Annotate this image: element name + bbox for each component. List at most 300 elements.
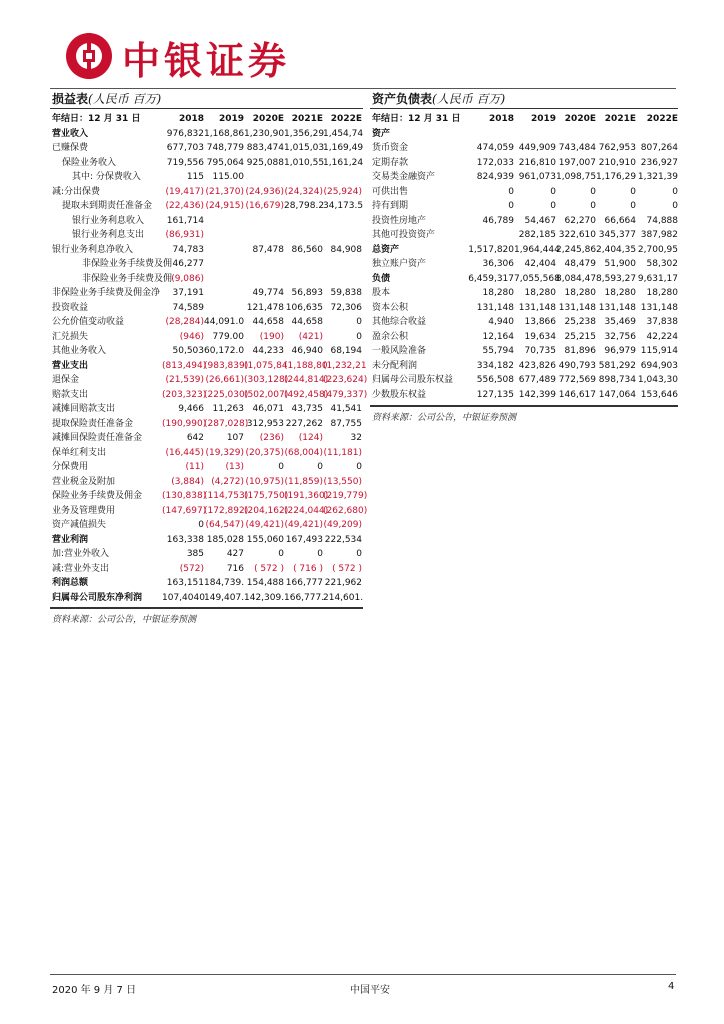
cell-value: 2,700,95 (637, 244, 678, 255)
cell-value: 0 (356, 331, 362, 342)
row-label: 其他可投资资产 (372, 230, 436, 240)
balance-sheet-table (372, 112, 678, 402)
cell-value: 0 (590, 201, 596, 211)
cell-value: (236) (259, 433, 284, 443)
row-label: 归属母公司股东净利润 (52, 592, 143, 603)
cell-value: 222,534 (324, 534, 362, 545)
cell-value: 1,321,39 (637, 172, 678, 182)
cell-value (204, 272, 244, 287)
row-label: 其他业务收入 (52, 346, 107, 356)
cell-value: 107 (226, 433, 244, 443)
row-label: 投资收益 (52, 302, 89, 313)
bank-of-china-logo-icon (66, 33, 112, 79)
cell-value: 322,610 (558, 230, 596, 240)
cell-value: 58,302 (646, 259, 678, 269)
cell-value: (421) (298, 331, 323, 342)
table-row (52, 257, 362, 272)
cell-value: 221,962 (324, 578, 362, 588)
table-row (52, 547, 362, 562)
cell-value: 131,148 (518, 302, 556, 313)
cell-value (323, 257, 362, 272)
table-row (52, 388, 362, 403)
table-row (52, 417, 362, 432)
row-label: 资本公积 (372, 302, 409, 313)
cell-value (284, 170, 323, 185)
table-row (372, 315, 678, 330)
cell-value: 54,467 (524, 215, 556, 226)
row-label: 退保金 (52, 375, 80, 385)
cell-value: (13) (225, 462, 244, 472)
cell-value: 185,028 (206, 534, 244, 545)
row-label: 减摊回保险责任准备金 (52, 433, 143, 443)
cell-value: 121,478 (246, 302, 284, 313)
cell-value: 227,262 (285, 418, 323, 429)
row-label: 持有到期 (372, 201, 409, 211)
row-label: 减:营业外支出 (52, 563, 110, 574)
cell-value: 44,233 (252, 346, 284, 356)
cell-value: 172,033 (476, 157, 514, 168)
balance-title-rule (370, 108, 678, 109)
cell-value: 166,777 (285, 578, 323, 588)
cell-value: 385 (186, 549, 204, 559)
row-label: 负债 (372, 273, 391, 284)
row-label: 营业收入 (52, 128, 89, 139)
cell-value: (64,547) (205, 520, 244, 530)
table-row (52, 228, 362, 243)
income-source-note: 资料来源：公司公告，中银证券预测 (52, 615, 197, 625)
cell-value: 167,493 (285, 534, 323, 545)
cell-value: (114,753) (204, 491, 249, 501)
cell-value: 44,658 (291, 317, 323, 327)
cell-value: 36,306 (482, 259, 514, 269)
cell-value: 925,088 (246, 157, 284, 168)
cell-value: (572) (179, 563, 204, 574)
cell-value: (21,539) (165, 375, 204, 385)
row-label: 营业支出 (52, 360, 89, 371)
cell-value: (11) (185, 462, 204, 472)
cell-value: (219,779) (323, 491, 368, 501)
cell-value: (21,370) (205, 186, 244, 197)
cell-value: 46,277 (172, 259, 204, 269)
column-header-year: 2022E (646, 114, 678, 124)
cell-value: ( 716 ) (293, 563, 323, 574)
cell-value: 96,979 (604, 346, 636, 356)
cell-value: 976,832 (166, 128, 204, 139)
cell-value: 743,484 (558, 143, 596, 153)
cell-value: 1,176,29 (596, 172, 637, 182)
income-table-title: 损益表(人民币 百万) (52, 92, 162, 106)
table-row (372, 141, 678, 156)
row-label: 盈余公积 (372, 331, 409, 342)
cell-value: (3,884) (171, 476, 204, 487)
cell-value: 474,059 (476, 143, 514, 153)
cell-value: 748,779 (206, 143, 244, 153)
row-label: 非保险业务手续费及佣 (82, 259, 173, 269)
cell-value: 131,148 (476, 302, 514, 313)
cell-value: 0 (198, 520, 204, 530)
cell-value: (175,750) (244, 491, 289, 501)
cell-value: 898,734 (598, 375, 636, 385)
cell-value: 50,503 (172, 346, 204, 356)
cell-value: 0 (630, 186, 636, 197)
cell-value: (86,931) (165, 230, 204, 240)
cell-value: 59,838 (330, 288, 362, 298)
cell-value: (1,075,84 (244, 360, 288, 371)
cell-value: 0 (278, 549, 284, 559)
cell-value: 716 (226, 563, 244, 574)
cell-value (244, 272, 284, 287)
table-row (52, 446, 362, 461)
row-label: 提取未到期责任准备金 (62, 201, 153, 211)
cell-value: (4,272) (211, 476, 244, 487)
cell-value (204, 257, 244, 272)
cell-value: (9,086) (171, 273, 204, 284)
cell-value: 9,466 (178, 404, 204, 414)
cell-value: 18,280 (646, 288, 678, 298)
cell-value: 556,508 (476, 375, 514, 385)
cell-value: 81,896 (564, 346, 596, 356)
cell-value: 163,151 (166, 578, 204, 588)
row-label: 非保险业务手续费及佣金净 (52, 288, 161, 298)
cell-value: 581,292 (598, 360, 636, 371)
row-label: 提取保险责任准备金 (52, 418, 134, 429)
table-row (52, 460, 362, 475)
cell-value: (244,814) (284, 375, 329, 385)
cell-value (323, 170, 362, 185)
table-row (372, 199, 678, 214)
row-label: 非保险业务手续费及佣 (82, 273, 173, 284)
cell-value: (24,324) (284, 186, 323, 197)
cell-value: 131,148 (598, 302, 636, 313)
cell-value: 0 (590, 186, 596, 197)
table-row (372, 257, 678, 272)
table-row (52, 533, 362, 548)
cell-value (244, 257, 284, 272)
cell-value: 48,479 (564, 259, 596, 269)
column-header-year: 2019 (218, 114, 244, 124)
table-row (52, 301, 362, 316)
table-row (372, 286, 678, 301)
cell-value (514, 127, 556, 142)
balance-source-note: 资料来源：公司公告，中银证券预测 (372, 413, 517, 423)
cell-value: (191,360) (284, 491, 329, 501)
cell-value: (1,232,21 (323, 360, 367, 371)
cell-value: 46,071 (252, 404, 284, 414)
table-row (372, 344, 678, 359)
cell-value: 449,909 (518, 143, 556, 153)
cell-value: 25,238 (564, 317, 596, 327)
cell-value (284, 272, 323, 287)
cell-value: 107,4040 (162, 592, 205, 603)
cell-value: ( 572 ) (254, 563, 284, 574)
row-label: 总资产 (372, 244, 400, 255)
cell-value: (190) (259, 331, 284, 342)
table-header-row (372, 112, 678, 127)
cell-value: 166,777. (284, 592, 325, 603)
table-row (372, 185, 678, 200)
cell-value: (22,436) (165, 201, 204, 211)
row-label: 独立账户资产 (372, 259, 427, 269)
cell-value: (49,421) (245, 520, 284, 530)
cell-value: 18,280 (604, 288, 636, 298)
cell-value: (262,680) (323, 505, 368, 516)
cell-value: 312,953 (246, 418, 284, 429)
cell-value: 1,517,820 (468, 244, 514, 255)
cell-value: 197,007 (558, 157, 596, 168)
cell-value: 84,908 (330, 244, 362, 255)
cell-value: 423,826 (518, 360, 556, 371)
cell-value: 70,735 (524, 346, 556, 356)
table-row (52, 199, 362, 214)
cell-value (244, 228, 284, 243)
cell-value: 1,356,29 (284, 128, 325, 139)
cell-value: 142,309. (244, 592, 285, 603)
cell-value: 0 (672, 186, 678, 197)
row-label: 资产减值损失 (52, 520, 107, 530)
cell-value: 51,900 (604, 259, 636, 269)
cell-value: 46,789 (482, 215, 514, 226)
row-label: 保险业务收入 (62, 157, 117, 168)
cell-value: 1,043,30 (637, 375, 678, 385)
table-row (372, 170, 678, 185)
row-label: 加:营业外收入 (52, 549, 110, 559)
row-label: 少数股东权益 (372, 389, 427, 400)
cell-value (323, 214, 362, 229)
cell-value: (204,162) (244, 505, 289, 516)
cell-value: 55,794 (482, 346, 514, 356)
row-label: 其中: 分保费收入 (72, 172, 141, 182)
cell-value: (11,181) (323, 447, 362, 458)
cell-value: 427 (226, 549, 244, 559)
cell-value: (130,838) (162, 491, 207, 501)
cell-value: 46,940 (291, 346, 323, 356)
cell-value: 1,169,49 (323, 143, 364, 153)
cell-value: 44,658 (252, 317, 284, 327)
row-label: 利润总额 (52, 578, 89, 588)
cell-value: 161,714 (166, 215, 204, 226)
cell-value: 87,478 (252, 244, 284, 255)
cell-value: (303,128) (244, 375, 289, 385)
cell-value: 72,306 (330, 302, 362, 313)
cell-value: (983,839) (204, 360, 249, 371)
cell-value: 154,488 (246, 578, 284, 588)
cell-value: 1,454,74 (323, 128, 364, 139)
cell-value: 216,810 (518, 157, 556, 168)
table-row (52, 156, 362, 171)
cell-value: 0 (672, 201, 678, 211)
cell-value: 779.00 (212, 331, 244, 342)
cell-value: (492,458) (284, 389, 329, 400)
cell-value: (24,936) (245, 186, 284, 197)
row-label: 减摊回赔款支出 (52, 404, 116, 414)
footer-company: 中国平安 (350, 985, 390, 996)
cell-value: 25,215 (564, 331, 596, 342)
table-row (372, 214, 678, 229)
row-label: 资产 (372, 128, 391, 139)
table-row (52, 344, 362, 359)
cell-value: (946) (179, 331, 204, 342)
cell-value (204, 228, 244, 243)
cell-value: 34,173.5 (323, 201, 364, 211)
table-row (372, 301, 678, 316)
cell-value: 87,755 (330, 418, 362, 429)
row-label: 可供出售 (372, 186, 409, 197)
cell-value: (28,284) (165, 317, 204, 327)
cell-value: 28,798.2 (284, 201, 325, 211)
cell-value: (147,697) (162, 505, 207, 516)
income-statement-table (52, 112, 368, 605)
cell-value: 282,185 (518, 230, 556, 240)
table-row (52, 518, 362, 533)
cell-value: ( 572 ) (332, 563, 362, 574)
table-row (52, 359, 362, 374)
cell-value: 1,098,75 (556, 172, 597, 182)
table-row (52, 272, 362, 287)
column-header-label: 年结日：12 月 31 日 (52, 114, 141, 124)
cell-value: (13,550) (323, 476, 362, 487)
cell-value: 74,888 (646, 215, 678, 226)
column-header-year: 2020E (252, 114, 284, 124)
cell-value: 719,556 (166, 157, 204, 168)
cell-value: (479,337) (323, 389, 368, 400)
row-label: 保险业务手续费及佣金 (52, 491, 143, 501)
cell-value: 677,703 (166, 143, 204, 153)
cell-value: 883,474 (246, 143, 284, 153)
column-header-year: 2018 (488, 114, 514, 124)
cell-value: 961,073 (518, 172, 556, 182)
cell-value: 236,927 (640, 157, 678, 168)
cell-value: 8,593,27 (596, 273, 637, 284)
row-label: 已赚保费 (52, 143, 89, 153)
cell-value (284, 214, 323, 229)
cell-value (204, 301, 244, 316)
cell-value: (502,007) (244, 389, 289, 400)
column-header-label: 年结日：12 月 31 日 (372, 114, 461, 124)
cell-value: 0 (508, 186, 514, 197)
table-row (52, 576, 362, 591)
cell-value (323, 272, 362, 287)
cell-value: 9,631,17 (637, 273, 678, 284)
cell-value: 795,064 (206, 157, 244, 168)
cell-value: 807,264 (640, 143, 678, 153)
cell-value: 0 (317, 462, 323, 472)
cell-value: 18,280 (524, 288, 556, 298)
table-row (52, 185, 362, 200)
cell-value: 131,148 (640, 302, 678, 313)
page-header (0, 0, 724, 90)
cell-value: (19,417) (165, 186, 204, 197)
cell-value (468, 228, 514, 243)
row-label: 赔款支出 (52, 389, 89, 400)
cell-value: (26,661) (205, 375, 244, 385)
table-row (372, 359, 678, 374)
row-label: 其他综合收益 (372, 317, 427, 327)
cell-value (244, 170, 284, 185)
cell-value: 6,459,317 (468, 273, 514, 284)
table-header-row (52, 112, 362, 127)
cell-value: 762,953 (598, 143, 636, 153)
cell-value: 142,399 (518, 389, 556, 400)
cell-value: 2,245,86 (556, 244, 597, 255)
table-row (372, 127, 678, 142)
row-label: 未分配利润 (372, 360, 418, 371)
cell-value: 86,560 (291, 244, 323, 255)
cell-value (323, 228, 362, 243)
income-bottom-rule (50, 607, 363, 609)
cell-value: (203,323) (162, 389, 207, 400)
row-label: 汇兑损失 (52, 331, 89, 342)
cell-value: 18,280 (564, 288, 596, 298)
cell-value: 387,982 (640, 230, 678, 240)
cell-value: 42,404 (524, 259, 556, 269)
column-header-year: 2021E (291, 114, 323, 124)
cell-value: 153,646 (640, 389, 678, 400)
cell-value (556, 127, 596, 142)
row-label: 银行业务利息净收入 (52, 244, 134, 255)
cell-value: 345,377 (598, 230, 636, 240)
cell-value: 1,161,24 (323, 157, 364, 168)
cell-value: 1,168,86 (204, 128, 245, 139)
cell-value (204, 286, 244, 301)
cell-value: (172,892) (204, 505, 249, 516)
table-row (52, 591, 362, 606)
row-label: 业务及管理费用 (52, 505, 116, 516)
table-row (52, 402, 362, 417)
cell-value: 1,015,03 (284, 143, 325, 153)
cell-value: (24,915) (205, 201, 244, 211)
cell-value: 106,635 (285, 302, 323, 313)
cell-value: 13,866 (524, 317, 556, 327)
footer-divider (50, 974, 676, 975)
table-row (372, 156, 678, 171)
footer-page-number: 4 (668, 981, 675, 992)
cell-value: 60,172.0 (204, 346, 245, 356)
cell-value: 677,489 (518, 375, 556, 385)
column-header-year: 2020E (564, 114, 596, 124)
cell-value: 37,191 (172, 288, 204, 298)
cell-value: 642 (186, 433, 204, 443)
row-label: 交易类金融资产 (372, 172, 436, 182)
row-label: 营业利润 (52, 534, 89, 545)
cell-value: 694,903 (640, 360, 678, 371)
cell-value: 41,541 (330, 404, 362, 414)
table-row (52, 562, 362, 577)
cell-value: 68,194 (330, 346, 362, 356)
cell-value (284, 257, 323, 272)
cell-value: 127,135 (476, 389, 514, 400)
row-label: 银行业务利息支出 (72, 230, 145, 240)
cell-value: 824,939 (476, 172, 514, 182)
table-row (52, 243, 362, 258)
row-label: 银行业务利息收入 (72, 215, 145, 226)
cell-value: 0 (550, 201, 556, 211)
balance-table-title: 资产负债表(人民币 百万) (372, 92, 506, 106)
cell-value (636, 127, 678, 142)
table-row (52, 330, 362, 345)
cell-value (284, 228, 323, 243)
row-label: 保单红利支出 (52, 447, 107, 458)
cell-value: 2,404,35 (596, 244, 637, 255)
table-row (372, 388, 678, 403)
table-row (52, 170, 362, 185)
cell-value: (49,209) (323, 520, 362, 530)
cell-value: 37,838 (646, 317, 678, 327)
cell-value: (20,375) (245, 447, 284, 458)
cell-value: 0 (317, 549, 323, 559)
cell-value: (25,924) (323, 186, 362, 197)
cell-value: 131,148 (558, 302, 596, 313)
brand-name: 中银证券 (122, 38, 291, 83)
